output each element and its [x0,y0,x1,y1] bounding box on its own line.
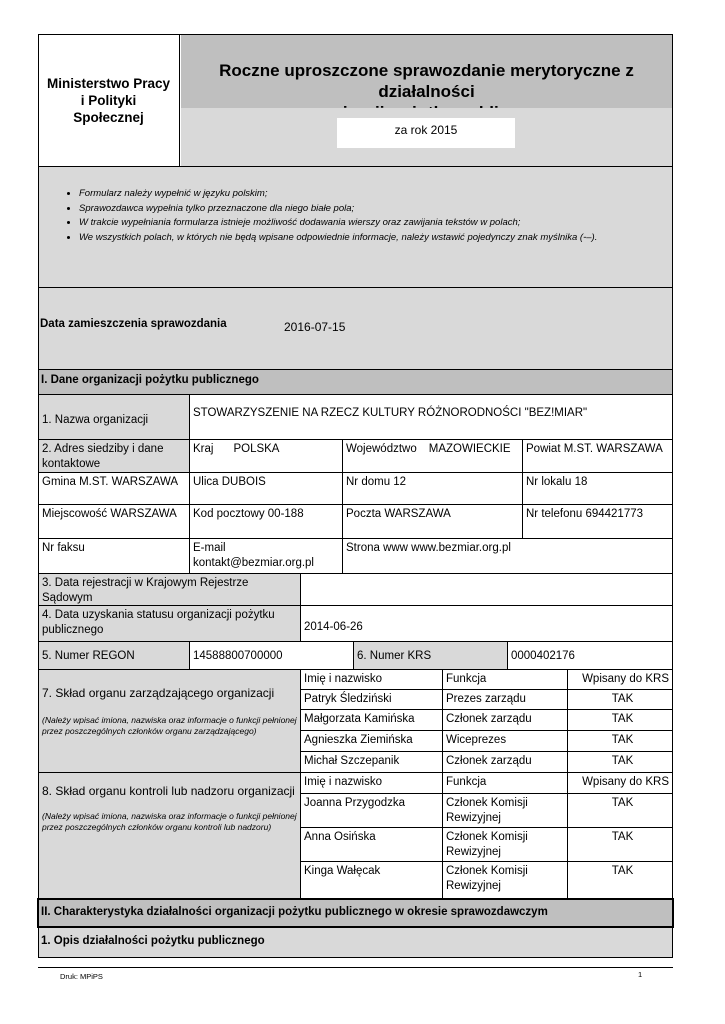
house-number-field[interactable] [342,472,523,505]
footer-print-label: Druk: MPiPS [60,972,103,981]
activity-description-label: 1. Opis działalności pożytku publicznego [41,935,265,947]
audit-header-function-text: Funkcja [446,776,487,788]
commune-field[interactable] [38,472,190,505]
publication-date-value[interactable]: 2016-07-15 [284,320,346,334]
board-header-function [442,669,568,690]
board-member-name-text: Agnieszka Ziemińska [304,734,413,746]
board-member-function[interactable] [442,689,568,710]
board-member-function[interactable] [442,709,568,731]
post-office-value: Poczta WARSZAWA [346,508,451,520]
country-label: Kraj [193,443,214,455]
audit-note: (Należy wpisać imiona, nazwiska oraz informacje o funkcji pełnionej przez poszczególnych członków organu kontroli lub nadzoru) [42,811,297,832]
city-field[interactable] [38,504,190,539]
street-field[interactable] [189,472,343,505]
voivodeship-value: MAZOWIECKIE [428,443,511,455]
audit-header-name-text: Imię i nazwisko [304,776,382,788]
board-member-name[interactable] [300,689,443,710]
voivodeship-field[interactable] [342,439,523,473]
county-value: Powiat M.ST. WARSZAWA [526,443,663,455]
board-header-name [300,669,443,690]
instructions-box [38,166,673,288]
krs-number-label-text: 6. Numer KRS [357,650,432,662]
regon-value: 14588800700000 [193,650,283,662]
board-label: 7. Skład organu zarządzającego organizacji [42,686,275,700]
audit-member-function[interactable] [442,861,568,900]
fax-field[interactable] [38,538,190,574]
regon-label-text: 5. Numer REGON [42,650,135,662]
board-member-krs-text: TAK [611,713,634,725]
section1-title-text: I. Dane organizacji pożytku publicznego [41,374,259,386]
email-field[interactable] [189,538,343,574]
board-member-name-text: Michał Szczepanik [304,755,400,767]
krs-registration-label-text: 3. Data rejestracji w Krajowym Rejestrze Sądowym [42,577,249,604]
activity-description-row [38,927,673,958]
opp-status-label [38,605,301,642]
board-member-function-text: Członek zarządu [446,713,532,725]
address-label [38,439,190,473]
krs-registration-label [38,573,301,606]
board-member-function-text: Prezes zarządu [446,693,526,705]
apartment-number-value: Nr lokalu 18 [526,476,588,488]
house-number-value: Nr domu 12 [346,476,407,488]
krs-number-field[interactable] [507,641,673,670]
post-office-field[interactable] [342,504,523,539]
board-member-krs[interactable] [567,751,673,773]
phone-field[interactable] [522,504,673,539]
instruction-item: • Formularz należy wypełnić w języku polskim; [79,187,672,202]
instruction-item: • W trakcie wypełniania formularza istnieje możliwość dodawania wierszy oraz zawijania tekstów w polach; [79,216,672,231]
org-name-label-text: 1. Nazwa organizacji [42,414,149,426]
audit-member-function-text: Członek Komisji Rewizyjnej [446,831,528,858]
audit-member-krs-text: TAK [611,797,634,809]
section2-title [37,898,674,928]
krs-registration-field[interactable] [300,573,673,606]
board-header-function-text: Funkcja [446,673,487,685]
postal-code-value: Kod pocztowy 00-188 [193,508,304,520]
audit-member-function[interactable] [442,793,568,828]
org-name-value: STOWARZYSZENIE NA RZECZ KULTURY RÓŻNORODNOŚCI "BEZ!MIAR" [193,407,588,419]
voivodeship-label: Województwo [346,443,417,455]
apartment-number-field[interactable] [522,472,673,505]
audit-member-krs[interactable] [567,861,673,900]
board-member-name-text: Małgorzata Kamińska [304,713,415,725]
opp-status-label-text: 4. Data uzyskania statusu organizacji pożytku publicznego [42,609,275,636]
board-member-function[interactable] [442,751,568,773]
instruction-item: • Sprawozdawca wypełnia tylko przeznaczone dla niego białe pola; [79,202,672,217]
website-value: Strona www www.bezmiar.org.pl [346,542,511,554]
footer-page-number: 1 [638,970,643,979]
publication-date-label: Data zamieszczenia sprawozdania [40,318,227,330]
year-field [337,118,515,148]
board-header-krs [567,669,673,690]
org-name-field[interactable] [189,394,673,440]
board-member-name[interactable] [300,709,443,731]
year-label: za rok 2015 [394,123,458,137]
board-member-krs-text: TAK [611,693,634,705]
audit-member-name-text: Joanna Przygodzka [304,797,406,809]
board-label-cell [38,669,301,773]
audit-member-name-text: Anna Osińska [304,831,376,843]
website-field[interactable] [342,538,673,574]
audit-member-name[interactable] [300,861,443,900]
address-label-text: 2. Adres siedziby i dane kontaktowe [42,443,164,470]
board-member-krs-text: TAK [611,734,634,746]
board-member-krs[interactable] [567,709,673,731]
ministry-cell [38,34,180,167]
instruction-item: • We wszystkich polach, w których nie będą wpisane odpowiednie informacje, należy wstawić pojedynczy znak myślnika (-–). [79,231,672,246]
board-member-krs-text: TAK [611,755,634,767]
audit-member-name[interactable] [300,793,443,828]
country-field[interactable] [189,439,343,473]
regon-field[interactable] [189,641,354,670]
org-name-label [38,394,190,440]
board-member-name[interactable] [300,751,443,773]
audit-member-krs[interactable] [567,793,673,828]
opp-status-field[interactable] [300,605,673,642]
instructions-list [39,187,672,245]
board-member-function[interactable] [442,730,568,752]
audit-label: 8. Skład organu kontroli lub nadzoru organizacji [42,784,295,798]
postal-code-field[interactable] [189,504,343,539]
audit-header-function [442,772,568,794]
board-member-name-text: Patryk Śledziński [304,693,392,705]
krs-number-value: 0000402176 [511,650,575,662]
audit-member-name[interactable] [300,827,443,862]
krs-number-label [353,641,508,670]
board-member-krs[interactable] [567,689,673,710]
fax-value: Nr faksu [42,542,85,554]
audit-member-krs-text: TAK [611,865,634,877]
audit-header-krs [567,772,673,794]
city-value: Miejscowość WARSZAWA [42,508,177,520]
audit-member-function-text: Członek Komisji Rewizyjnej [446,797,528,824]
title-band [181,35,672,108]
board-member-function-text: Członek zarządu [446,755,532,767]
footer-rule [38,967,673,968]
board-member-function-text: Wiceprezes [446,734,507,746]
audit-member-krs-text: TAK [611,831,634,843]
board-header-name-text: Imię i nazwisko [304,673,382,685]
street-value: Ulica DUBOIS [193,476,266,488]
opp-status-value: 2014-06-26 [304,621,363,633]
board-note: (Należy wpisać imiona, nazwiska oraz informacje o funkcji pełnionej przez poszczególnych członków organu zarządzającego) [42,715,297,736]
phone-value: Nr telefonu 694421773 [526,508,644,520]
email-label: E-mail [193,542,226,554]
regon-label [38,641,190,670]
audit-member-function[interactable] [442,827,568,862]
audit-label-cell [38,772,301,900]
email-value: kontakt@bezmiar.org.pl [193,557,314,569]
commune-value: Gmina M.ST. WARSZAWA [42,476,179,488]
ministry-name: Ministerstwo Pracy i Polityki Społecznej [46,76,171,125]
audit-member-function-text: Członek Komisji Rewizyjnej [446,865,528,892]
form-title-line1: Roczne uproszczone sprawozdanie merytoryczne z działalności [219,61,634,101]
board-header-krs-text: Wpisany do KRS [582,673,669,685]
audit-member-krs[interactable] [567,827,673,862]
board-member-krs[interactable] [567,730,673,752]
audit-header-name [300,772,443,794]
board-member-name[interactable] [300,730,443,752]
section1-title [38,369,673,395]
section2-title-text: II. Charakterystyka działalności organizacji pożytku publicznego w okresie sprawozdawczym [41,906,548,918]
country-value: POLSKA [233,443,280,455]
county-field[interactable] [522,439,673,473]
audit-member-name-text: Kinga Wałęcak [304,865,381,877]
audit-header-krs-text: Wpisany do KRS [582,776,669,788]
